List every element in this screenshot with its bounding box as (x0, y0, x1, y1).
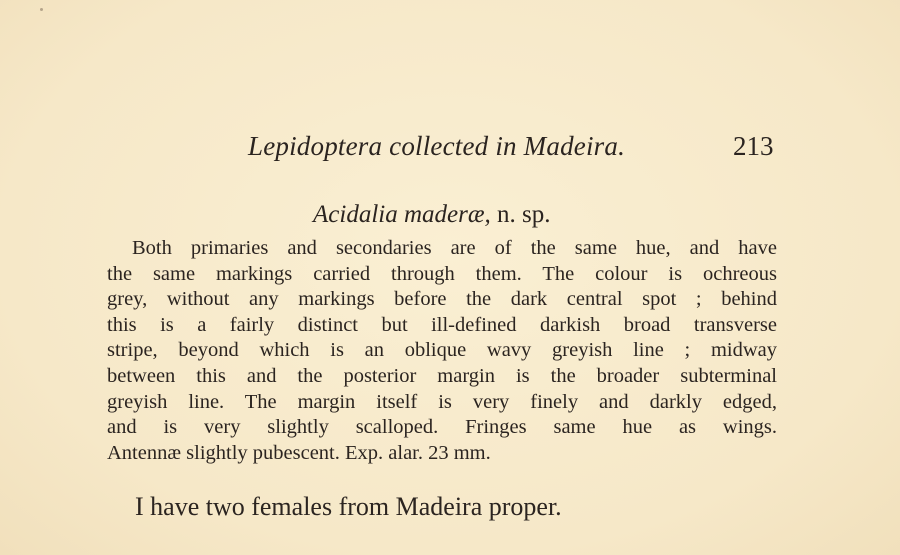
description-line: and is very slightly scalloped. Fringes same hue as wings. (107, 416, 777, 439)
species-name: Acidalia maderæ, (313, 201, 491, 228)
paper-speck (40, 8, 43, 11)
species-description (107, 236, 777, 466)
species-designation: n. sp. (490, 201, 551, 228)
description-line: Antennæ slightly pubescent. Exp. alar. 23 mm. (107, 441, 491, 464)
page-number: 213 (733, 131, 774, 161)
running-title: Lepidoptera collected in Madeira. (248, 131, 626, 161)
closing-sentence: I have two females from Madeira proper. (135, 492, 562, 521)
description-line: Both primaries and secondaries are of the same hue, and have (132, 237, 777, 259)
description-line: between this and the posterior margin is the broader subterminal (107, 364, 777, 387)
description-line: the same markings carried through them. The colour is ochreous (107, 262, 777, 285)
description-line: stripe, beyond which is an oblique wavy greyish line ; midway (107, 339, 777, 362)
description-line: grey, without any markings before the dark central spot ; behind (107, 288, 777, 311)
description-line: this is a fairly distinct but ill-defined darkish broad transverse (107, 313, 777, 336)
species-heading (313, 201, 551, 229)
description-line: greyish line. The margin itself is very finely and darkly edged, (107, 390, 777, 413)
